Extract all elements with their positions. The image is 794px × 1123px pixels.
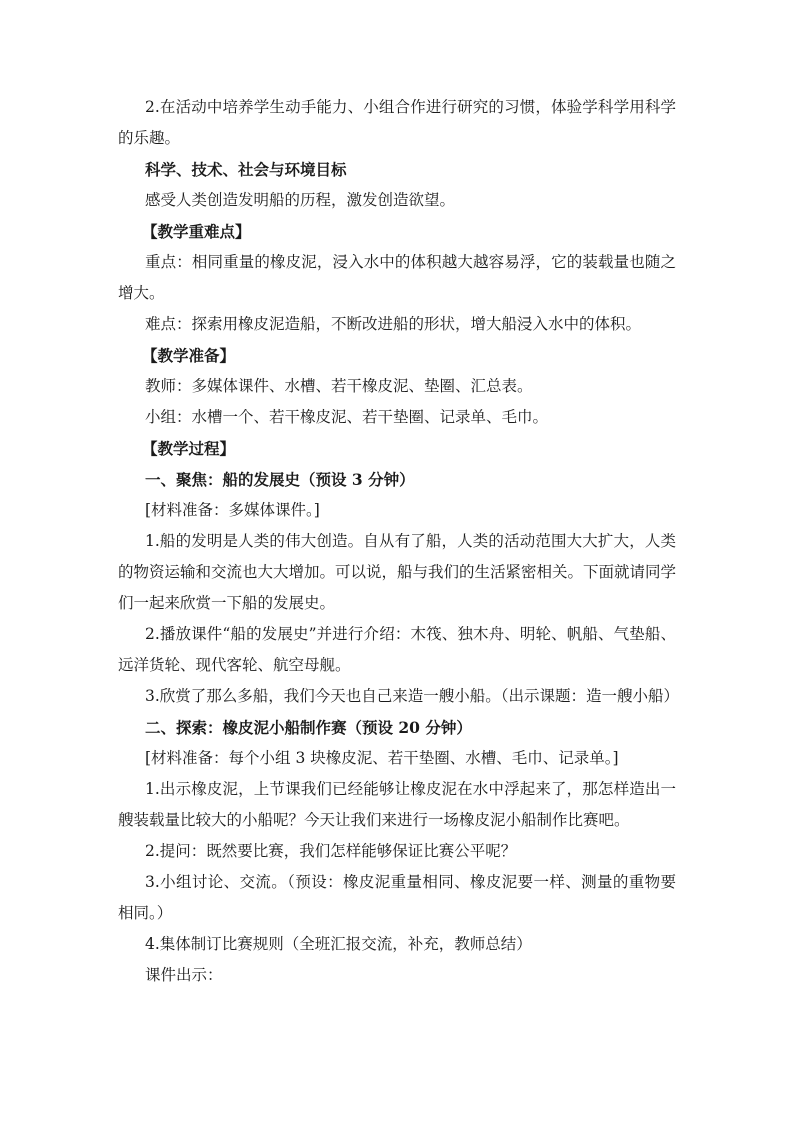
paragraph-focus-2: 2.播放课件“船的发展史”并进行介绍：木筏、独木舟、明轮、帆船、气垫船、远洋货轮、现代客轮、航空母舰。 bbox=[118, 625, 676, 674]
paragraph-sts-goal: 感受人类创造发明船的历程，激发创造欲望。 bbox=[145, 191, 456, 209]
paragraph-key-point: 重点：相同重量的橡皮泥，浸入水中的体积越大越容易浮，它的装载量也随之增大。 bbox=[118, 253, 676, 302]
paragraph-explore-3: 3.小组讨论、交流。（预设：橡皮泥重量相同、橡皮泥要一样、测量的重物要相同。） bbox=[118, 873, 676, 922]
heading-key-difficult-points: 【教学重难点】 bbox=[142, 222, 251, 241]
paragraph-difficult-point: 难点：探索用橡皮泥造船，不断改进船的形状，增大船浸入水中的体积。 bbox=[145, 315, 642, 333]
paragraph-explore-2: 2.提问：既然要比赛，我们怎样能够保证比赛公平呢？ bbox=[145, 842, 517, 860]
paragraph-explore-4: 4.集体制订比赛规则（全班汇报交流，补充，教师总结） bbox=[145, 935, 532, 953]
heading-preparation: 【教学准备】 bbox=[142, 346, 236, 365]
paragraph-explore-1: 1.出示橡皮泥，上节课我们已经能够让橡皮泥在水中浮起来了，那怎样造出一艘装载量比较大的小船呢？今天让我们来进行一场橡皮泥小船制作比赛吧。 bbox=[118, 780, 676, 829]
paragraph-materials-1: [材料准备：多媒体课件。] bbox=[145, 501, 320, 519]
heading-section-focus: 一、聚焦：船的发展史（预设 3 分钟） bbox=[145, 470, 415, 489]
paragraph-materials-2: [材料准备：每个小组 3 块橡皮泥、若干垫圈、水槽、毛巾、记录单。] bbox=[145, 749, 619, 767]
heading-section-explore: 二、探索：橡皮泥小船制作赛（预设 20 分钟） bbox=[145, 718, 472, 737]
paragraph-goal-2: 2.在活动中培养学生动手能力、小组合作进行研究的习惯，体验学科学用科学的乐趣。 bbox=[118, 98, 676, 147]
paragraph-group-prep: 小组：水槽一个、若干橡皮泥、若干垫圈、记录单、毛巾。 bbox=[145, 408, 549, 426]
paragraph-teacher-prep: 教师：多媒体课件、水槽、若干橡皮泥、垫圈、汇总表。 bbox=[145, 377, 533, 395]
paragraph-slide-show: 课件出示： bbox=[145, 966, 223, 984]
heading-process: 【教学过程】 bbox=[142, 439, 236, 458]
paragraph-focus-1: 1.船的发明是人类的伟大创造。自从有了船，人类的活动范围大大扩大，人类的物资运输和交流也大大增加。可以说，船与我们的生活紧密相关。下面就请同学们一起来欣赏一下船的发展史。 bbox=[118, 532, 677, 612]
paragraph-focus-3: 3.欣赏了那么多船，我们今天也自己来造一艘小船。（出示课题：造一艘小船） bbox=[145, 687, 680, 705]
heading-sts-goal: 科学、技术、社会与环境目标 bbox=[145, 160, 347, 179]
